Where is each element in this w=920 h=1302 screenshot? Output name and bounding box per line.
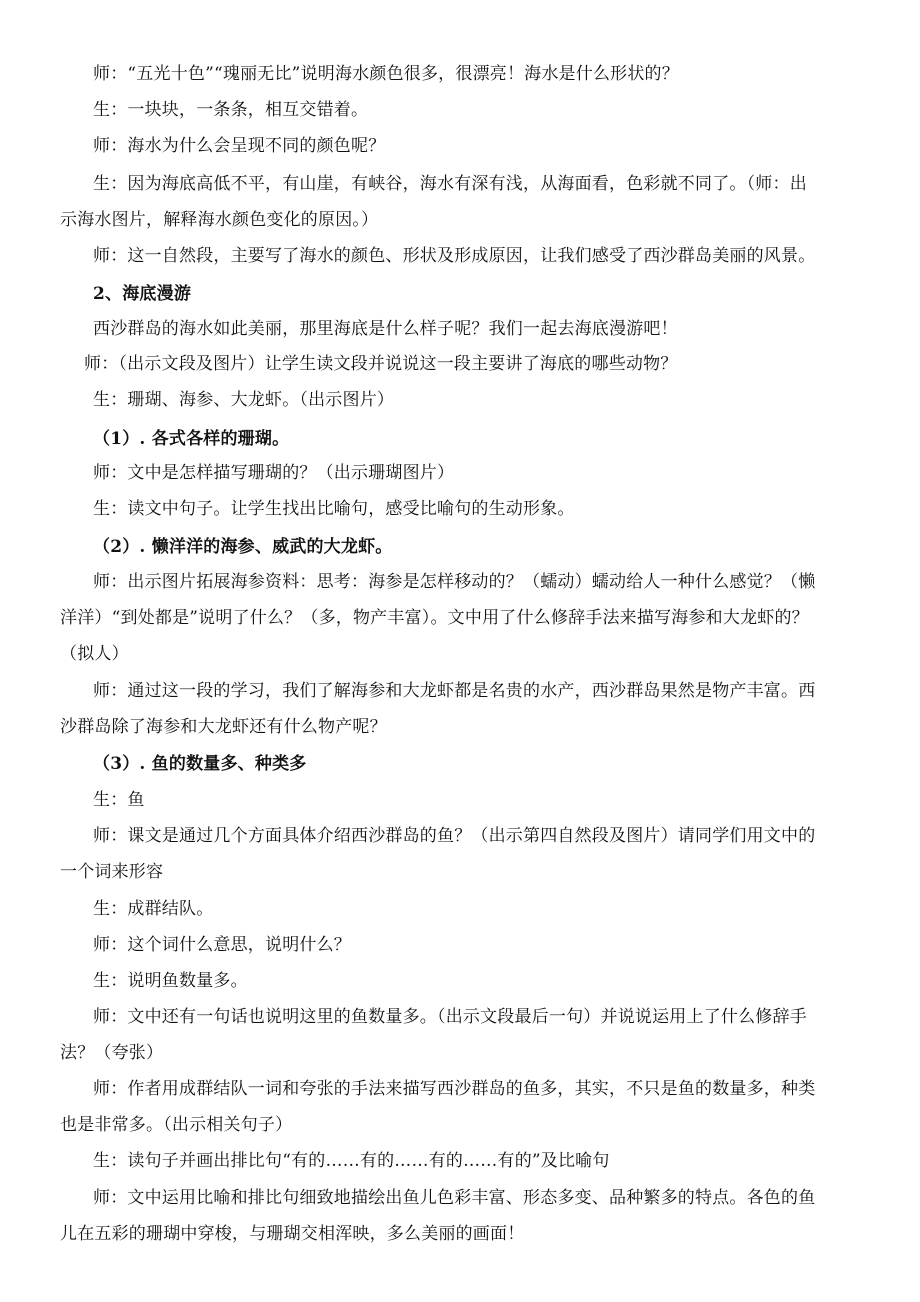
text-line: 洋洋）“到处都是”说明了什么？（多，物产丰富）。文中用了什么修辞手法来描写海参和大龙虾的？ [60, 608, 809, 628]
subsection-heading: （1）. 各式各样的珊瑚。 [93, 429, 290, 449]
text-line: （拟人） [60, 644, 129, 664]
text-line: 一个词来形容 [60, 862, 164, 882]
text-line: 西沙群岛的海水如此美丽，那里海底是什么样子呢？我们一起去海底漫游吧！ [93, 319, 678, 339]
text-line: 儿在五彩的珊瑚中穿梭，与珊瑚交相浑映，多么美丽的画面！ [60, 1224, 525, 1244]
text-line: 生：鱼 [93, 790, 145, 810]
text-line: 师：文中是怎样描写珊瑚的？（出示珊瑚图片） [93, 463, 455, 483]
text-line: 生：读句子并画出排比句“有的……有的……有的……有的”及比喻句 [93, 1151, 610, 1171]
section-heading: 2、海底漫游 [93, 284, 192, 304]
text-line: 也是非常多。（出示相关句子） [60, 1115, 293, 1135]
text-line: 生：说明鱼数量多。 [93, 971, 248, 991]
text-line: 师：通过这一段的学习，我们了解海参和大龙虾都是名贵的水产，西沙群岛果然是物产丰富。西 [93, 681, 816, 701]
subsection-heading: （3）. 鱼的数量多、种类多 [93, 754, 307, 774]
text-line: 师：（出示文段及图片）让学生读文段并说说这一段主要讲了海底的哪些动物？ [84, 354, 678, 374]
text-line: 生：珊瑚、海参、大龙虾。（出示图片） [93, 390, 395, 410]
text-line: 生：因为海底高低不平，有山崖，有峡谷，海水有深有浅，从海面看，色彩就不同了。（师：出 [93, 174, 807, 194]
text-line: 沙群岛除了海参和大龙虾还有什么物产呢？ [60, 717, 387, 737]
text-line: 生：读文中句子。让学生找出比喻句，感受比喻句的生动形象。 [93, 499, 575, 519]
text-line: 师：作者用成群结队一词和夸张的手法来描写西沙群岛的鱼多，其实，不只是鱼的数量多，种类 [93, 1079, 816, 1099]
text-line: 师：这个词什么意思，说明什么？ [93, 935, 351, 955]
text-line: 师：文中运用比喻和排比句细致地描绘出鱼儿色彩丰富、形态多变、品种繁多的特点。各色的鱼 [93, 1188, 816, 1208]
text-line: 示海水图片，解释海水颜色变化的原因。） [60, 210, 379, 230]
text-line: 生：一块块，一条条，相互交错着。 [93, 100, 369, 120]
text-line: 法？（夸张） [60, 1043, 164, 1063]
text-line: 师：这一自然段，主要写了海水的颜色、形状及形成原因，让我们感受了西沙群岛美丽的风景。 [93, 246, 816, 266]
text-line: 师：文中还有一句话也说明这里的鱼数量多。（出示文段最后一句）并说说运用上了什么修辞手 [93, 1007, 807, 1027]
text-line: 师：出示图片拓展海参资料：思考：海参是怎样移动的？（蠕动）蠕动给人一种什么感觉？（懒 [93, 572, 816, 592]
subsection-heading: （2）. 懒洋洋的海参、威武的大龙虾。 [93, 537, 393, 557]
text-line: 师：“五光十色”“瑰丽无比”说明海水颜色很多，很漂亮！海水是什么形状的？ [93, 64, 679, 84]
text-line: 生：成群结队。 [93, 899, 214, 919]
text-line: 师：海水为什么会呈现不同的颜色呢？ [93, 136, 386, 156]
text-line: 师：课文是通过几个方面具体介绍西沙群岛的鱼？（出示第四自然段及图片）请同学们用文中的 [93, 826, 816, 846]
